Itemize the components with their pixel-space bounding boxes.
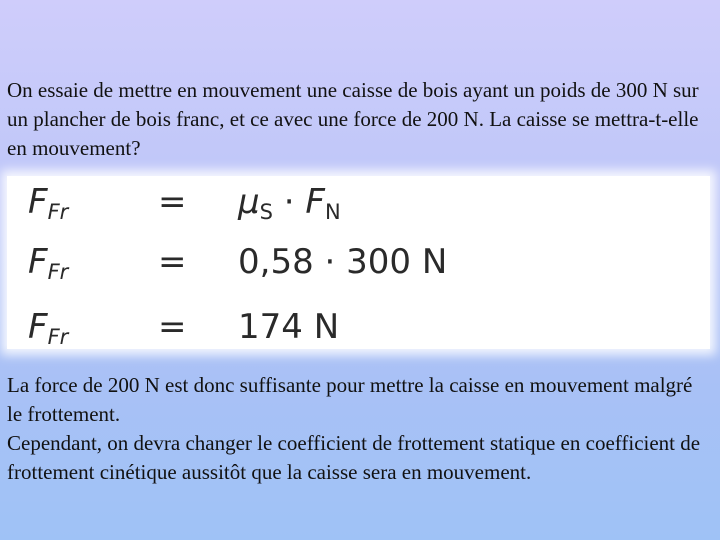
conclusion-line-1: La force de 200 N est donc suffisante pour mettre la caisse en mouvement malgré le frottement.	[7, 373, 693, 426]
formula-rhs: 174 N	[238, 307, 340, 347]
equals-sign: =	[158, 242, 187, 282]
formula-rhs: 0,58 · 300 N	[238, 242, 448, 282]
conclusion	[7, 371, 707, 487]
formula-rhs: $\mu_S \cdot F_N$	[238, 182, 341, 224]
problem-text: On essaie de mettre en mouvement une caisse de bois ayant un poids de 300 N sur un plancher de bois franc, et ce avec une force de 200 N. La caisse se mettra-t-elle en mouvement?	[7, 78, 699, 160]
friction-force-symbol: $F_{Fr}$	[28, 307, 69, 349]
conclusion-line-2: Cependant, on devra changer le coefficient de frottement statique en coefficient de frottement cinétique aussitôt que la caisse sera en mouvement.	[7, 431, 701, 484]
friction-force-symbol: $F_{Fr}$	[28, 182, 69, 224]
friction-force-symbol: $F_{Fr}$	[28, 242, 69, 284]
problem-statement	[7, 76, 707, 163]
equals-sign: =	[158, 182, 187, 222]
equals-sign: =	[158, 307, 187, 347]
